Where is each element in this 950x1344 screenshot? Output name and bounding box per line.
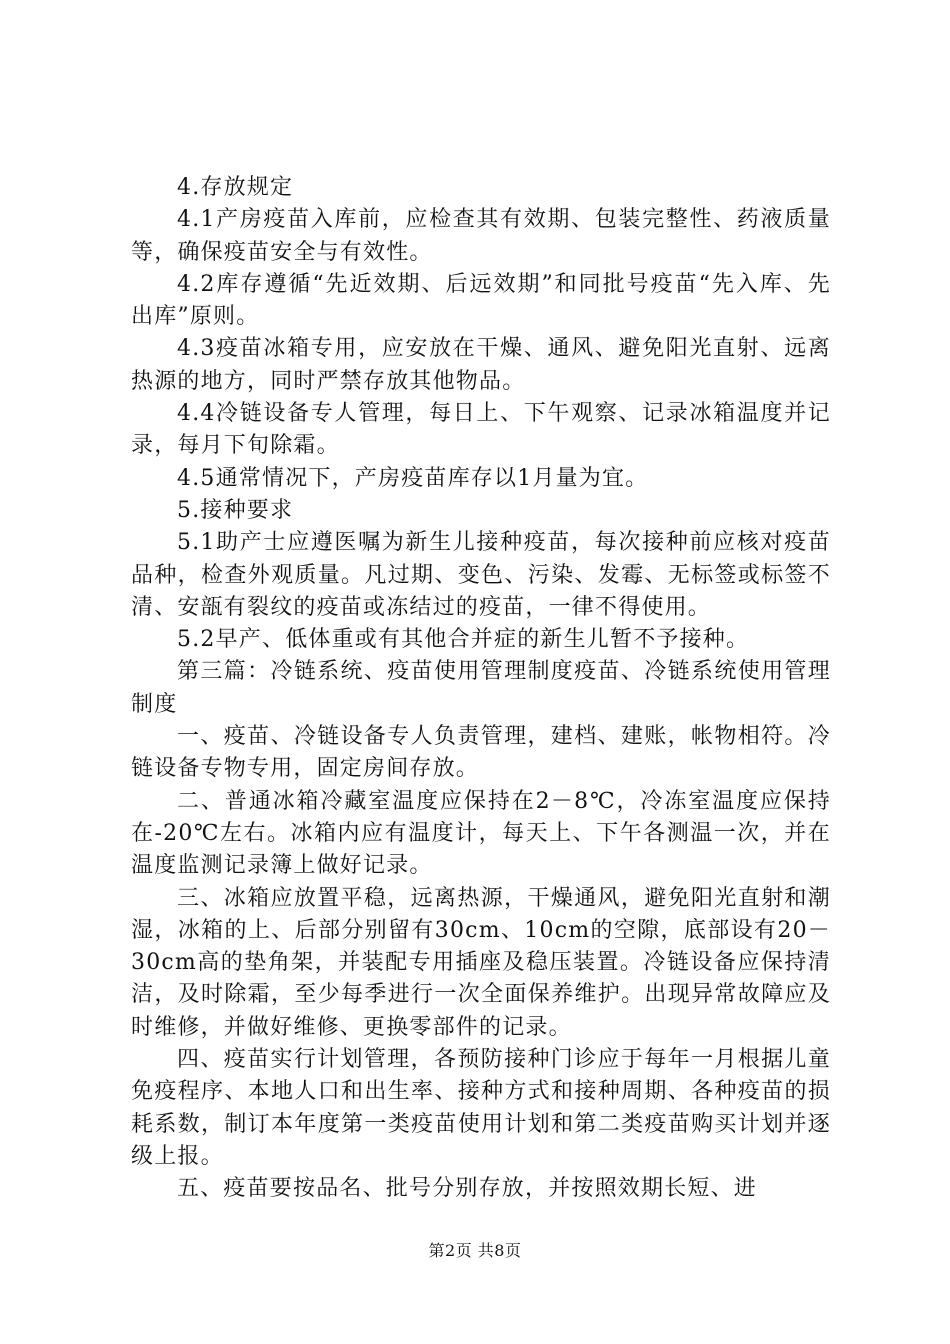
paragraph-4-3: 4.3疫苗冰箱专用，应安放在干燥、通风、避免阳光直射、远离热源的地方，同时严禁存放其他物品。	[131, 336, 831, 394]
document-body	[131, 172, 831, 1206]
rule-item-4: 四、疫苗实行计划管理，各预防接种门诊应于每年一月根据儿童免疫程序、本地人口和出生率、接种方式和接种周期、各种疫苗的损耗系数，制订本年度第一类疫苗使用计划和第二类疫苗购买计划并逐级上报。	[131, 1047, 831, 1169]
rule-item-5: 五、疫苗要按品名、批号分别存放，并按照效期长短、进	[177, 1176, 758, 1202]
section-heading-storage: 4.存放规定	[177, 175, 294, 200]
page-number-footer: 第2页 共8页	[428, 1241, 522, 1260]
paragraph-5-1: 5.1助产士应遵医嘱为新生儿接种疫苗，每次接种前应核对疫苗品种，检查外观质量。凡过期、变色、污染、发霉、无标签或标签不清、安瓿有裂纹的疫苗或冻结过的疫苗，一律不得使用。	[131, 530, 831, 620]
rule-item-1: 一、疫苗、冷链设备专人负责管理，建档、建账，帐物相符。冷链设备专物专用，固定房间存放。	[131, 724, 831, 782]
paragraph-4-4: 4.4冷链设备专人管理，每日上、下午观察、记录冰箱温度并记录，每月下旬除霜。	[131, 401, 831, 459]
paragraph-5-2: 5.2早产、低体重或有其他合并症的新生儿暂不予接种。	[177, 627, 750, 653]
paragraph-4-5: 4.5通常情况下，产房疫苗库存以1月量为宜。	[177, 465, 649, 491]
paragraph-4-2: 4.2库存遵循“先近效期、后远效期”和同批号疫苗“先入库、先出库”原则。	[131, 271, 831, 330]
paragraph-4-1: 4.1产房疫苗入库前，应检查其有效期、包装完整性、药液质量等，确保疫苗安全与有效性。	[131, 207, 831, 265]
section-heading-vaccination: 5.接种要求	[177, 497, 294, 523]
rule-item-3: 三、冰箱应放置平稳，远离热源，干燥通风，避免阳光直射和潮湿，冰箱的上、后部分别留有30cm、10cm的空隙，底部设有20－30cm高的垫角架，并装配专用插座及稳压装置。冷链设备应保持清洁，及时除霜，至少每季进行一次全面保养维护。出现异常故障应及时维修，并做好维修、更换零部件的记录。	[131, 885, 831, 1040]
rule-item-2: 二、普通冰箱冷藏室温度应保持在2－8℃，冷冻室温度应保持在-20℃左右。冰箱内应有温度计，每天上、下午各测温一次，并在温度监测记录簿上做好记录。	[131, 788, 831, 879]
chapter-title-part-three: 第三篇：冷链系统、疫苗使用管理制度疫苗、冷链系统使用管理制度	[131, 659, 831, 717]
